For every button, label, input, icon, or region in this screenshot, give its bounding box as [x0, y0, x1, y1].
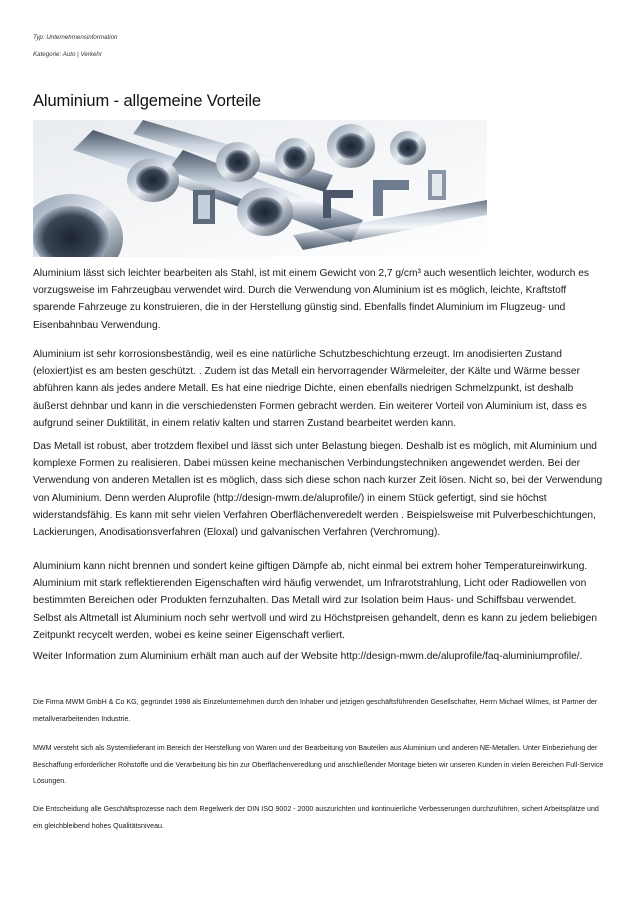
- more-info-paragraph: Weiter Information zum Aluminium erhält man auch auf der Website http://design-mwm.de/aluprofile/faq-aluminiumprofile/.: [33, 651, 583, 662]
- document-category: Kategorie: Auto | Verkehr: [33, 51, 102, 58]
- company-info-2: MWM versteht sich als Systemlieferant im Bereich der Herstellung von Waren und der Bearbeitung von Bauteilen aus Aluminium und anderen NE-Metallen. Unter Einbeziehung der Beschaffung erforderlicher Rohstoffe und die Verarbeitung bis hin zur Oberflächenveredlung und anschließender Montage bieten wir unseren Kunden in vielen Bereichen Full-Service Lösungen.: [33, 744, 604, 785]
- paragraph-4: Aluminium kann nicht brennen und sondert keine giftigen Dämpfe ab, nicht einmal bei extrem hoher Temperatureinwirkung. Aluminium mit stark reflektierenden Eigenschaften wird häufig verwendet, um Infrarotstrahlung, Licht oder Radiowellen von bestimmten Bereichen oder Produkten fernzuhalten. Das Metall wird zur Isolation beim Haus- und Schiffsbau verwendet. Selbst als Altmetall ist Aluminium noch sehr wertvoll und wird zu Höchstpreisen gehandelt, denn es kann zu jedem beliebigen Zeitpunkt recycelt werden, wobei es keine seiner Eigenschaft verliert.: [33, 561, 598, 641]
- document-type: Typ: Unternehmensinformation: [33, 34, 118, 41]
- company-info-1: Die Firma MWM GmbH & Co KG, gegründet 1998 als Einzelunternehmen durch den Inhaber und jetzigen geschäftsführenden Gesellschafter, Herrn Michael Wilmes, ist Partner der metallverarbeitenden Industrie.: [33, 698, 598, 723]
- aluminium-profiles-image: [33, 120, 487, 257]
- page-title: Aluminium - allgemeine Vorteile: [33, 92, 262, 110]
- paragraph-1: Aluminium lässt sich leichter bearbeiten als Stahl, ist mit einem Gewicht von 2,7 g/cm³ auch wesentlich leichter, wodurch es vorzugsweise im Fahrzeugbau verwendet wird. Durch die Verwendung von Aluminium ist es möglich, leichte, Kraftstoff sparende Fahrzeuge zu konstruieren, die in der Herstellung günstig sind. Ebenfalls findet Aluminium im Flugzeug- und Eisenbahnbau Verwendung.: [33, 268, 590, 331]
- company-info-3: Die Entscheidung alle Geschäftsprozesse nach dem Regelwerk der DIN ISO 9002 - 2000 auszurichten und kontinuierliche Verbesserungen durchzuführen, sichert Arbeitsplätze und ein gleichbleibend hohes Qualitätsniveau.: [33, 805, 599, 830]
- paragraph-3: Das Metall ist robust, aber trotzdem flexibel und lässt sich unter Belastung biegen. Deshalb ist es möglich, mit Aluminium und komplexe Formen zu realisieren. Dabei müssen keine mechanischen Verbindungstechniken angewendet werden. Bei der Verwendung von anderen Metallen ist es möglich, dass sich diese schon nach kurzer Zeit lösen. Nicht so, bei der Verwendung von Aluminium. Denn werden Aluprofile (http://design-mwm.de/aluprofile/) in einem Stück gefertigt, sind sie höchst widerstandsfähig. Es kann mit sehr vielen Verfahren Oberflächenveredelt werden . Beispielsweise mit Pulverbeschichtungen, Lackierungen, Anodisationsverfahren (Eloxal) und galvanischen Verfahren (Verchromung).: [33, 441, 603, 539]
- paragraph-2: Aluminium ist sehr korrosionsbeständig, weil es eine natürliche Schutzbeschichtung erzeugt. Im anodisierten Zustand (eloxiert)ist es am besten geschützt. . Zudem ist das Metall ein hervorragender Wärmeleiter, der Kälte und Wärme besser abführen kann als jedes andere Metall. Es hat eine niedrige Dichte, einen ebenfalls niedrigen Schmelzpunkt, ist deshalb äußerst dehnbar und kann in die verschiedensten Formen gebracht werden. Ein weiterer Vorteil von Aluminium ist, dass es aufgrund seiner Duktilität, in einem relativ kalten und starren Zustand bearbeitet werden kann.: [33, 349, 587, 429]
